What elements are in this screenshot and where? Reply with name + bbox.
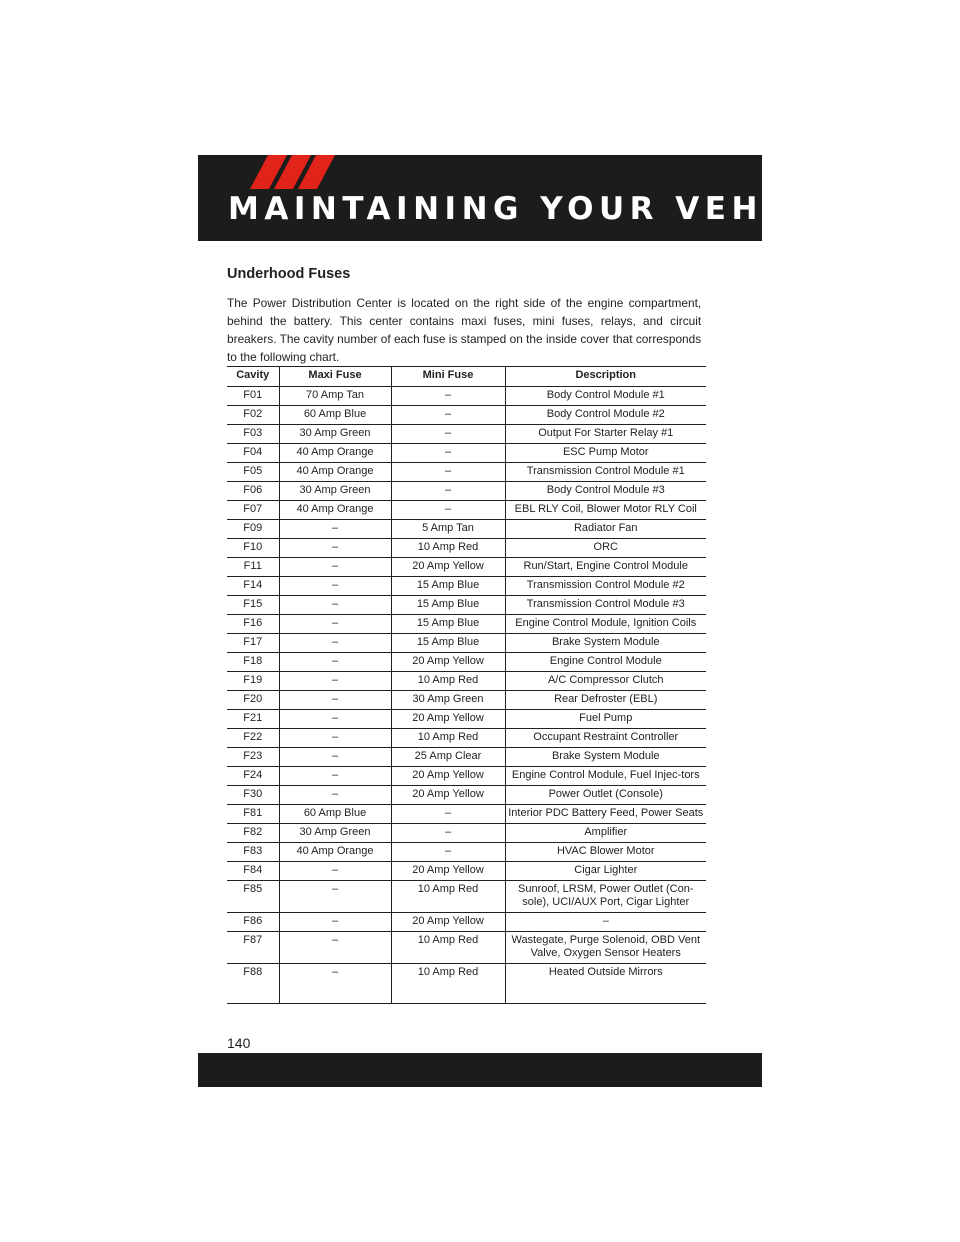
- cavity-cell: F10: [227, 539, 279, 558]
- cavity-cell: F22: [227, 729, 279, 748]
- cavity-cell: F82: [227, 824, 279, 843]
- description-cell: Engine Control Module, Ignition Coils: [505, 615, 706, 634]
- table-row: [227, 406, 706, 425]
- cavity-cell: F20: [227, 691, 279, 710]
- cavity-cell: F16: [227, 615, 279, 634]
- cavity-cell: F05: [227, 463, 279, 482]
- table-row: [227, 539, 706, 558]
- cavity-cell: F21: [227, 710, 279, 729]
- description-cell: Transmission Control Module #2: [505, 577, 706, 596]
- maxi-fuse-cell: –: [279, 964, 391, 1004]
- cavity-cell: F30: [227, 786, 279, 805]
- table-row: [227, 881, 706, 913]
- cavity-cell: F19: [227, 672, 279, 691]
- cavity-cell: F15: [227, 596, 279, 615]
- mini-fuse-cell: –: [391, 482, 505, 501]
- maxi-fuse-cell: –: [279, 691, 391, 710]
- maxi-fuse-cell: 70 Amp Tan: [279, 387, 391, 406]
- description-cell: Amplifier: [505, 824, 706, 843]
- table-row: [227, 577, 706, 596]
- header-description: Description: [505, 367, 706, 387]
- table-row: [227, 767, 706, 786]
- description-cell: Transmission Control Module #3: [505, 596, 706, 615]
- maxi-fuse-cell: –: [279, 932, 391, 964]
- cavity-cell: F11: [227, 558, 279, 577]
- description-cell: Run/Start, Engine Control Module: [505, 558, 706, 577]
- maxi-fuse-cell: 30 Amp Green: [279, 425, 391, 444]
- mini-fuse-cell: 10 Amp Red: [391, 729, 505, 748]
- maxi-fuse-cell: –: [279, 672, 391, 691]
- description-cell: –: [505, 913, 706, 932]
- maxi-fuse-cell: –: [279, 913, 391, 932]
- cavity-cell: F88: [227, 964, 279, 1004]
- maxi-fuse-cell: 40 Amp Orange: [279, 463, 391, 482]
- description-cell: Sunroof, LRSM, Power Outlet (Con-sole), UCI/AUX Port, Cigar Lighter: [505, 881, 706, 913]
- chapter-title: MAINTAINING YOUR VEHICLE: [228, 191, 861, 227]
- mini-fuse-cell: 10 Amp Red: [391, 932, 505, 964]
- description-cell: HVAC Blower Motor: [505, 843, 706, 862]
- description-cell: Interior PDC Battery Feed, Power Seats: [505, 805, 706, 824]
- cavity-cell: F84: [227, 862, 279, 881]
- description-cell: Transmission Control Module #1: [505, 463, 706, 482]
- table-row: [227, 862, 706, 881]
- mini-fuse-cell: 25 Amp Clear: [391, 748, 505, 767]
- mini-fuse-cell: 10 Amp Red: [391, 672, 505, 691]
- cavity-cell: F23: [227, 748, 279, 767]
- fuse-table: [227, 366, 706, 1004]
- cavity-cell: F06: [227, 482, 279, 501]
- description-cell: EBL RLY Coil, Blower Motor RLY Coil: [505, 501, 706, 520]
- page-number: 140: [227, 1035, 251, 1051]
- description-cell: Engine Control Module, Fuel Injec-tors: [505, 767, 706, 786]
- racing-stripes-logo: [250, 155, 350, 189]
- description-cell: Wastegate, Purge Solenoid, OBD Vent Valve, Oxygen Sensor Heaters: [505, 932, 706, 964]
- mini-fuse-cell: 20 Amp Yellow: [391, 786, 505, 805]
- description-cell: ESC Pump Motor: [505, 444, 706, 463]
- maxi-fuse-cell: –: [279, 539, 391, 558]
- description-cell: Brake System Module: [505, 748, 706, 767]
- description-cell: Occupant Restraint Controller: [505, 729, 706, 748]
- mini-fuse-cell: 20 Amp Yellow: [391, 558, 505, 577]
- maxi-fuse-cell: 40 Amp Orange: [279, 843, 391, 862]
- mini-fuse-cell: 10 Amp Red: [391, 964, 505, 1004]
- mini-fuse-cell: –: [391, 406, 505, 425]
- intro-paragraph: The Power Distribution Center is located on the right side of the engine compartment, behind the battery. This center contains maxi fuses, mini fuses, relays, and circuit breakers. The cavity number of each fuse is stamped on the inside cover that corresponds to the following chart.: [227, 296, 702, 364]
- cavity-cell: F09: [227, 520, 279, 539]
- cavity-cell: F14: [227, 577, 279, 596]
- cavity-cell: F24: [227, 767, 279, 786]
- cavity-cell: F83: [227, 843, 279, 862]
- mini-fuse-cell: 30 Amp Green: [391, 691, 505, 710]
- description-cell: Output For Starter Relay #1: [505, 425, 706, 444]
- description-cell: Engine Control Module: [505, 653, 706, 672]
- mini-fuse-cell: –: [391, 387, 505, 406]
- table-row: [227, 387, 706, 406]
- mini-fuse-cell: –: [391, 843, 505, 862]
- maxi-fuse-cell: 30 Amp Green: [279, 824, 391, 843]
- table-row: [227, 634, 706, 653]
- description-cell: Power Outlet (Console): [505, 786, 706, 805]
- maxi-fuse-cell: –: [279, 577, 391, 596]
- maxi-fuse-cell: –: [279, 710, 391, 729]
- table-row: [227, 672, 706, 691]
- description-cell: Fuel Pump: [505, 710, 706, 729]
- maxi-fuse-cell: –: [279, 520, 391, 539]
- mini-fuse-cell: 20 Amp Yellow: [391, 710, 505, 729]
- description-cell: Cigar Lighter: [505, 862, 706, 881]
- mini-fuse-cell: 15 Amp Blue: [391, 577, 505, 596]
- table-row: [227, 615, 706, 634]
- maxi-fuse-cell: 40 Amp Orange: [279, 444, 391, 463]
- description-cell: Body Control Module #2: [505, 406, 706, 425]
- table-row: [227, 964, 706, 1004]
- maxi-fuse-cell: –: [279, 767, 391, 786]
- cavity-cell: F02: [227, 406, 279, 425]
- mini-fuse-cell: 20 Amp Yellow: [391, 913, 505, 932]
- header-cavity: Cavity: [227, 367, 279, 387]
- mini-fuse-cell: –: [391, 824, 505, 843]
- description-cell: Rear Defroster (EBL): [505, 691, 706, 710]
- section-title: Underhood Fuses: [227, 266, 351, 282]
- mini-fuse-cell: –: [391, 444, 505, 463]
- description-cell: ORC: [505, 539, 706, 558]
- description-cell: A/C Compressor Clutch: [505, 672, 706, 691]
- table-row: [227, 482, 706, 501]
- cavity-cell: F18: [227, 653, 279, 672]
- cavity-cell: F81: [227, 805, 279, 824]
- maxi-fuse-cell: –: [279, 634, 391, 653]
- mini-fuse-cell: 10 Amp Red: [391, 539, 505, 558]
- cavity-cell: F86: [227, 913, 279, 932]
- table-row: [227, 596, 706, 615]
- table-row: [227, 425, 706, 444]
- maxi-fuse-cell: –: [279, 862, 391, 881]
- table-row: [227, 729, 706, 748]
- header-mini-fuse: Mini Fuse: [391, 367, 505, 387]
- mini-fuse-cell: –: [391, 501, 505, 520]
- table-row: [227, 710, 706, 729]
- cavity-cell: F04: [227, 444, 279, 463]
- cavity-cell: F85: [227, 881, 279, 913]
- description-cell: Body Control Module #1: [505, 387, 706, 406]
- mini-fuse-cell: 20 Amp Yellow: [391, 767, 505, 786]
- chapter-header: [198, 155, 861, 241]
- cavity-cell: F03: [227, 425, 279, 444]
- table-header-row: [227, 367, 706, 387]
- mini-fuse-cell: –: [391, 425, 505, 444]
- footer-bar: [198, 1053, 762, 1087]
- mini-fuse-cell: –: [391, 463, 505, 482]
- maxi-fuse-cell: 60 Amp Blue: [279, 406, 391, 425]
- table-row: [227, 520, 706, 539]
- table-row: [227, 691, 706, 710]
- description-cell: Radiator Fan: [505, 520, 706, 539]
- table-row: [227, 653, 706, 672]
- maxi-fuse-cell: –: [279, 729, 391, 748]
- table-row: [227, 786, 706, 805]
- maxi-fuse-cell: –: [279, 558, 391, 577]
- mini-fuse-cell: 20 Amp Yellow: [391, 653, 505, 672]
- description-cell: Brake System Module: [505, 634, 706, 653]
- mini-fuse-cell: –: [391, 805, 505, 824]
- table-row: [227, 501, 706, 520]
- maxi-fuse-cell: 60 Amp Blue: [279, 805, 391, 824]
- cavity-cell: F17: [227, 634, 279, 653]
- maxi-fuse-cell: –: [279, 653, 391, 672]
- maxi-fuse-cell: 30 Amp Green: [279, 482, 391, 501]
- table-row: [227, 913, 706, 932]
- cavity-cell: F87: [227, 932, 279, 964]
- table-row: [227, 444, 706, 463]
- mini-fuse-cell: 20 Amp Yellow: [391, 862, 505, 881]
- description-cell: Heated Outside Mirrors: [505, 964, 706, 1004]
- maxi-fuse-cell: –: [279, 748, 391, 767]
- maxi-fuse-cell: –: [279, 786, 391, 805]
- table-row: [227, 558, 706, 577]
- table-row: [227, 824, 706, 843]
- header-maxi-fuse: Maxi Fuse: [279, 367, 391, 387]
- table-row: [227, 843, 706, 862]
- cavity-cell: F01: [227, 387, 279, 406]
- mini-fuse-cell: 5 Amp Tan: [391, 520, 505, 539]
- table-row: [227, 805, 706, 824]
- mini-fuse-cell: 15 Amp Blue: [391, 615, 505, 634]
- table-row: [227, 932, 706, 964]
- description-cell: Body Control Module #3: [505, 482, 706, 501]
- maxi-fuse-cell: 40 Amp Orange: [279, 501, 391, 520]
- mini-fuse-cell: 15 Amp Blue: [391, 596, 505, 615]
- cavity-cell: F07: [227, 501, 279, 520]
- maxi-fuse-cell: –: [279, 615, 391, 634]
- table-row: [227, 463, 706, 482]
- mini-fuse-cell: 15 Amp Blue: [391, 634, 505, 653]
- mini-fuse-cell: 10 Amp Red: [391, 881, 505, 913]
- table-row: [227, 748, 706, 767]
- maxi-fuse-cell: –: [279, 596, 391, 615]
- maxi-fuse-cell: –: [279, 881, 391, 913]
